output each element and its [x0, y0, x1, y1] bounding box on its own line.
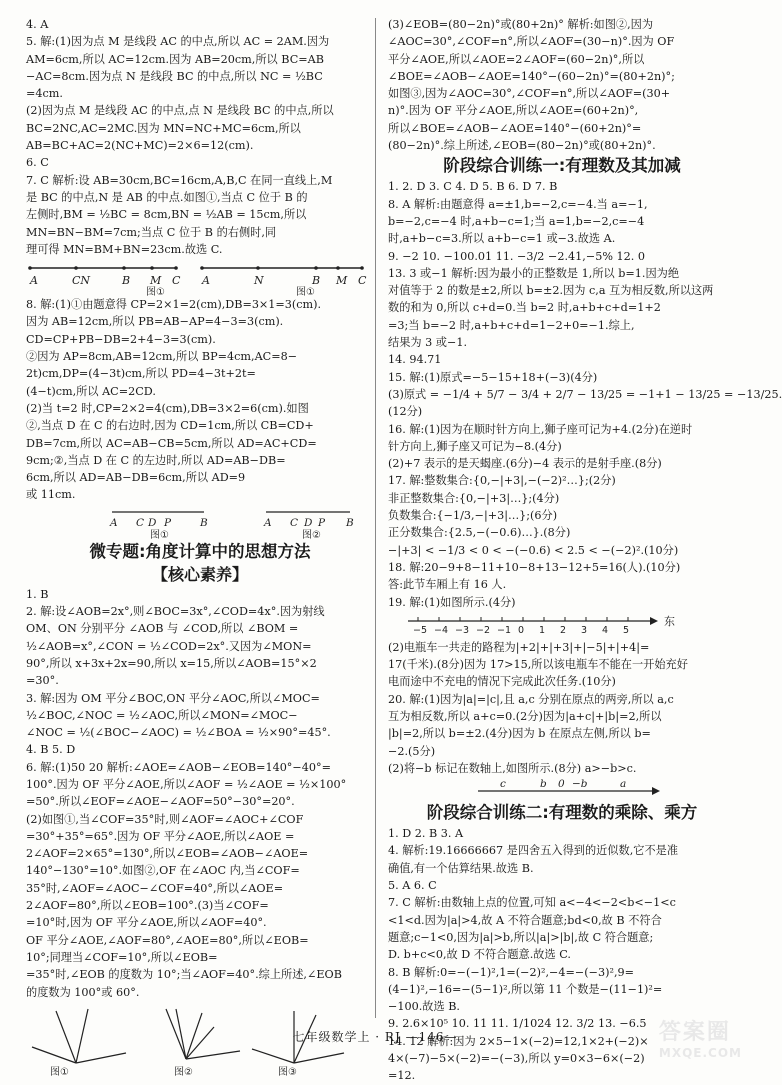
- fig-label: D: [148, 516, 157, 529]
- answer-line: 互为相反数,所以 a+c=0.(2分)因为|a+c|+|b|=2,所以: [388, 709, 662, 723]
- east-label: 东: [664, 614, 675, 628]
- answer-line: 结果为 3 或−1.: [388, 336, 468, 350]
- answer-line: 6cm,所以 AD=AB−DB=6cm,所以 AD=9: [26, 471, 246, 485]
- figure-caption: 图③: [278, 1066, 297, 1078]
- fig-label: C: [358, 274, 367, 288]
- answer-line: 8. 解:(1)①由题意得 CP=2×1=2(cm),DB=3×1=3(cm).: [26, 298, 322, 312]
- answer-line: ∠AOC=30°,∠COF=n°,所以∠AOF=(30−n)°.因为 OF: [388, 35, 675, 49]
- answer-line: 7. C 解析:由数轴上点的位置,可知 a<−4<−2<b<−1<c: [388, 896, 676, 910]
- answer-line: 4×(−7)−5×(−2)=−(−3),所以 y=0×3−6×(−2): [388, 1052, 645, 1066]
- tick-label: −2: [476, 624, 491, 636]
- answer-line: 4. B 5. D: [26, 743, 76, 757]
- answer-line: OM、ON 分别平分 ∠AOB 与 ∠COD,所以 ∠BOM =: [26, 622, 299, 636]
- answer-line: (4−t)cm,所以 AC=2CD.: [26, 384, 156, 398]
- answer-line: =30°+35°=65°.因为 OF 平分∠AOE,所以∠AOE =: [26, 829, 295, 843]
- answer-line: MN=BN−BM=7cm;当点 C 位于 B 的右侧时,同: [26, 225, 277, 239]
- tick-label: 3: [581, 624, 588, 636]
- page-footer: 七年级数学上 · RJ —146—: [292, 1030, 458, 1044]
- answer-line: 非正整数集合:{0,−|+3|…};(4分): [388, 491, 560, 505]
- micro-topic-subtitle: 【核心素养】: [151, 564, 248, 584]
- answer-line: 因为 AB=12cm,所以 PB=AB−AP=4−3=3(cm).: [26, 315, 284, 329]
- answer-line: =35°时,∠EOB 的度数为 10°;当∠AOF=40°.综上所述,∠EOB: [26, 968, 342, 982]
- tick-label: 1: [539, 624, 546, 636]
- answer-line: <1<d.因为|a|>4,故 A 不符合题意;bd<0,故 B 不符合: [388, 913, 662, 927]
- fig-label: N: [254, 274, 264, 288]
- answer-line: AB=BC+AC=2(NC+MC)=2×6=12(cm).: [26, 139, 254, 153]
- answer-line: 19. 解:(1)如图所示.(4分): [388, 595, 516, 609]
- answer-line: n)°.因为 OF 平分∠AOE,所以∠AOE=(60+2n)°,: [388, 104, 639, 118]
- answer-line: ∠BOE=∠AOB−∠AOE=140°−(60−2n)°=(80+2n)°;: [388, 69, 675, 83]
- answer-line: OF 平分∠AOE,∠AOF=80°,∠AOE=80°,所以∠EOB=: [26, 933, 309, 947]
- answer-line: (2)+7 表示的是天蝎座.(6分)−4 表示的是射手座.(8分): [388, 457, 662, 471]
- stage-two-title: 阶段综合训练二:有理数的乘除、乘方: [426, 803, 698, 823]
- fig-label: B: [346, 516, 354, 529]
- answer-line: |b|=2,所以 b=±2.(4分)因为 b 在原点左侧,所以 b=: [388, 727, 651, 741]
- answer-line: 14. 94.71: [388, 353, 442, 367]
- answer-line: (80−2n)°.综上所述,∠EOB=(80−2n)°或(80+2n)°.: [388, 139, 656, 153]
- answer-line: −100.故选 B.: [388, 1000, 460, 1014]
- answer-line: (2)将−b 标记在数轴上,如图所示.(8分) a>−b>c.: [388, 761, 637, 775]
- answer-line: 14. 12 解析:因为 2×5−1×(−2)=12,1×2+(−2)×: [388, 1034, 649, 1048]
- answer-line: 平分∠AOE,所以∠AOE=2∠AOF=(60−2n)°,所以: [388, 52, 645, 66]
- fig-label: B: [122, 274, 131, 288]
- watermark-logo: 答案圈 MXQE.COM: [658, 1020, 742, 1060]
- answer-line: 的度数为 100°或 60°.: [26, 985, 140, 999]
- fig-label: P: [318, 516, 326, 529]
- answer-line: 1. 2. D 3. C 4. D 5. B 6. D 7. B: [388, 180, 558, 194]
- tick-label: 4: [602, 624, 609, 636]
- fig-label: M: [336, 274, 348, 288]
- figure-caption: 图①: [150, 529, 169, 541]
- answer-line: (2)当 t=2 时,CP=2×2=4(cm),DB=3×2=6(cm).如图: [26, 401, 309, 415]
- answer-line: =10°时,因为 OF 平分∠AOE,所以∠AOF=40°.: [26, 916, 267, 930]
- figure-7: [26, 258, 374, 299]
- answer-line: 是 BC 的中点,N 是 AB 的中点.如图①,当点 C 位于 B 的: [26, 190, 308, 204]
- answer-line: D. b+c<0,故 D 不符合题意.故选 C.: [388, 948, 571, 962]
- answer-line: 理可得 MN=BM+BN=23cm.故选 C.: [26, 242, 223, 256]
- fig-label: B: [312, 274, 321, 288]
- answer-line: 9. −2 10. −100.01 11. −3/2 −2.41,−5% 12. 0: [388, 249, 645, 263]
- answer-line: 时,a+b−c=3.所以 a+b−c=1 或−3.故选 A.: [388, 232, 616, 246]
- answer-line: (2)电瓶车一共走的路程为|+2|+|+3|+|−5|+|+4|=: [388, 640, 650, 654]
- answer-line: 6. 解:(1)50 20 解析:∠AOE=∠AOB−∠EOB=140°−40°=: [26, 760, 331, 774]
- number-line: [388, 611, 728, 639]
- answer-line: b=−2,c=−4 时,a+b−c=1;当 a=1,b=−2,c=−4: [388, 214, 645, 228]
- answer-line: 8. B 解析:0=−(−1)²,1=(−2)²,−4=−(−3)²,9=: [388, 965, 635, 979]
- answer-line: 6. C: [26, 156, 49, 170]
- answer-line: 正分数集合:{2.5,−(−0.6)…}.(8分): [388, 526, 571, 540]
- answer-line: ②,当点 D 在 C 的右边时,因为 CD=1cm,所以 CB=CD+: [26, 419, 314, 433]
- answer-line: 或 11cm.: [26, 488, 76, 502]
- answer-line: 如图③,因为∠AOC=30°,∠COF=n°,所以∠AOF=(30+: [388, 87, 671, 101]
- answer-line: ½∠AOB=x°,∠CON = ½∠COD=2x°.又因为∠MON=: [26, 639, 312, 653]
- figure-caption: 图①: [50, 1066, 69, 1078]
- answer-line: (2)如图①,当∠COF=35°时,则∠AOF=∠AOC+∠COF: [26, 812, 304, 826]
- answer-line: ∠NOC = ½(∠BOC−∠AOC) = ½∠BOA = ½×90°=45°.: [26, 726, 331, 740]
- column-divider: [375, 18, 376, 1018]
- answer-line: −2.(5分): [388, 744, 436, 758]
- answer-line: 140°−130°=10°.如图②,OF 在∠AOC 内,当∠COF=: [26, 864, 300, 878]
- micro-topic-title: 微专题:角度计算中的思想方法: [89, 541, 311, 561]
- answer-line: 2. 解:设∠AOB=2x°,则∠BOC=3x°,∠COD=4x°.因为射线: [26, 605, 325, 619]
- answer-line: (12分): [388, 405, 423, 419]
- answer-line: 20. 解:(1)因为|a|=|c|,且 a,c 分别在原点的两旁,所以 a,c: [388, 692, 674, 706]
- number-line-figure: [388, 611, 736, 639]
- answer-line: (4−1)²,−16=−(5−1)²,所以第 11 个数是−(11−1)²=: [388, 982, 663, 996]
- tick-label: −1: [497, 624, 512, 636]
- answer-line: 确值,有一个估算结果.故选 B.: [388, 861, 534, 875]
- answer-line: 5. A 6. C: [388, 879, 437, 893]
- tick-label: −4: [434, 624, 449, 636]
- answer-line: BC=2NC,AC=2MC.因为 MN=NC+MC=6cm,所以: [26, 121, 301, 135]
- fig-label: C: [172, 274, 181, 288]
- answer-line: AM=6cm,所以 AC=12cm.因为 AB=20cm,所以 BC=AB: [26, 52, 324, 66]
- nl2-label: 0: [558, 778, 565, 791]
- tick-label: −5: [413, 624, 428, 636]
- answer-line: 90°,所以 x+3x+2x=90,所以 x=15,所以∠AOB=15°×2: [26, 656, 317, 670]
- answer-line: 35°时,∠AOF=∠AOC−∠COF=40°,所以∠AOE=: [26, 881, 284, 895]
- answer-line: 5. 解:(1)因为点 M 是线段 AC 的中点,所以 AC = 2AM.因为: [26, 35, 330, 49]
- figure-caption: 图②: [174, 1066, 193, 1078]
- answer-line: 10°;同理当∠COF=10°,所以∠EOB=: [26, 950, 218, 964]
- answer-line: 18. 解:20−9+8−11+10−8+13−12+5=16(人).(10分): [388, 560, 681, 574]
- fig-label: CN: [72, 274, 91, 288]
- nl2-label: −b: [572, 778, 588, 791]
- answer-line: 电而途中不充电的情况下完成此次任务.(10分): [388, 675, 616, 689]
- answer-line: 负数集合:{−1/3,−|+3|…};(6分): [388, 509, 558, 523]
- answer-line: CD=CP+PB−DB=2+4−3=3(cm).: [26, 332, 216, 346]
- answer-line: =4cm.: [26, 87, 63, 101]
- answer-line: 4. A: [26, 18, 49, 31]
- answer-line: DB=7cm,所以 AC=AB−CB=5cm,所以 AD=AC+CD=: [26, 436, 317, 450]
- answer-line: 1. D 2. B 3. A: [388, 827, 464, 841]
- tick-label: −3: [455, 624, 470, 636]
- answer-line: =50°.所以∠EOF=∠AOE−∠AOF=50°−30°=20°.: [26, 795, 295, 809]
- figure-caption: 图①: [146, 287, 165, 299]
- answer-line: 100°.因为 OF 平分∠AOE,所以∠AOF = ½∠AOE = ½×100°: [26, 777, 347, 791]
- answer-line: 8. A 解析:由题意得 a=±1,b=−2,c=−4.当 a=−1,: [388, 197, 648, 211]
- answer-line: 9cm;②,当点 D 在 C 的左边时,所以 AD=AB−DB=: [26, 453, 286, 467]
- answer-line: 16. 解:(1)因为在顺时针方向上,狮子座可记为+4.(2分)在逆时: [388, 422, 693, 436]
- number-line-2: [388, 777, 728, 801]
- stage-one-title: 阶段综合训练一:有理数及其加减: [443, 156, 681, 176]
- answer-line: 15. 解:(1)原式=−5−15+18+(−3)(4分): [388, 370, 598, 384]
- figure-caption: 图②: [302, 529, 321, 541]
- answer-line: (3)∠EOB=(80−2n)°或(80+2n)° 解析:如图②,因为: [388, 18, 654, 31]
- fig-label: P: [164, 516, 172, 529]
- answer-line: ②因为 AP=8cm,AB=12cm,所以 BP=4cm,AC=8−: [26, 350, 298, 364]
- figure-caption: 图①: [296, 287, 315, 299]
- fig-label: M: [150, 274, 162, 288]
- number-line-2-figure: [388, 777, 736, 801]
- fig-label: A: [264, 516, 272, 529]
- answer-line: 7. C 解析:设 AB=30cm,BC=16cm,A,B,C 在同一直线上,M: [26, 173, 333, 187]
- figure-8: [26, 504, 374, 540]
- answer-line: −|+3| < −1/3 < 0 < −(−0.6) < 2.5 < −(−2)².(10分): [388, 543, 679, 557]
- answer-line: 4. 解析:19.16666667 是四舍五入得到的近似数,它不是准: [388, 844, 679, 858]
- nl2-label: b: [540, 778, 547, 791]
- fig-label: C: [136, 516, 145, 529]
- answer-line: 2t)cm,DP=(4−3t)cm,所以 PD=4−3t+2t=: [26, 367, 256, 381]
- fig-label: A: [202, 274, 210, 288]
- answer-line: 2∠AOF=80°,所以∠EOB=100°.(3)当∠COF=: [26, 899, 269, 913]
- answer-line: 左侧时,BM = ½BC = 8cm,BN = ½AB = 15cm,所以: [26, 208, 307, 222]
- tick-label: 2: [560, 624, 567, 636]
- answer-line: ½∠BOC,∠NOC = ½∠AOC,所以∠MON=∠MOC−: [26, 708, 298, 722]
- line-segment-figure: [26, 258, 367, 299]
- answer-line: (3)原式 = −1/4 + 5/7 − 3/4 + 2/7 − 13/25 = −1+1 − 13/25 = −13/25.: [388, 387, 782, 401]
- answer-line: 对值等于 2 的数是±2,所以 b=±2.因为 c,a 互为相反数,所以这两: [388, 284, 714, 298]
- answer-line: 9. 2.6×10⁵ 10. 11 11. 1/1024 12. 3/2 13. −6.5: [388, 1017, 647, 1031]
- answer-line: 所以∠BOE=∠AOB−∠AOE=140°−(60+2n)°=: [388, 121, 642, 135]
- nl2-label: a: [620, 778, 627, 791]
- answer-line: 题意;c−1<0,因为|a|>b,所以|a|>|b|,故 C 符合题意;: [388, 930, 654, 944]
- fig-label: D: [304, 516, 313, 529]
- fig-label: C: [290, 516, 299, 529]
- answer-line: 数的和为 0,所以 c+d=0.当 b=2 时,a+b+c+d=1+2: [388, 301, 661, 315]
- answer-line: 17. 解:整数集合:{0,−|+3|,−(−2)²…};(2分): [388, 474, 616, 488]
- left-column: [26, 16, 374, 1078]
- fig-label: A: [30, 274, 38, 288]
- answer-line: 答:此节车厢上有 16 人.: [388, 578, 507, 592]
- nl2-label: c: [500, 778, 506, 791]
- answer-line: 2∠AOF=2×65°=130°,所以∠EOB=∠AOB−∠AOE=: [26, 847, 309, 861]
- tick-label: 0: [518, 624, 525, 636]
- segment-cdpb-figure: [26, 504, 366, 540]
- answer-line: =3;当 b=−2 时,a+b+c+d=1−2+0=−1.综上,: [388, 318, 635, 332]
- answer-line: 17(千米).(8分)因为 17>15,所以该电瓶车不能在一开始充好: [388, 658, 688, 672]
- answer-line: −AC=8cm.因为点 N 是线段 BC 的中点,所以 NC = ½BC: [26, 69, 323, 83]
- answer-line: 3. 解:因为 OM 平分∠BOC,ON 平分∠AOC,所以∠MOC=: [26, 691, 320, 705]
- answer-line: 针方向上,狮子座又可记为−8.(4分): [388, 439, 562, 453]
- answer-line: (2)因为点 M 是线段 AC 的中点,点 N 是线段 BC 的中点,所以: [26, 104, 334, 118]
- answer-line: =30°.: [26, 674, 59, 688]
- fig-label: A: [110, 516, 118, 529]
- tick-label: 5: [623, 624, 630, 636]
- answer-line: =12.: [388, 1069, 416, 1083]
- answer-line: 13. 3 或−1 解析:因为最小的正整数是 1,所以 b=1.因为绝: [388, 266, 680, 280]
- answer-line: 1. B: [26, 587, 49, 601]
- fig-label: B: [200, 516, 208, 529]
